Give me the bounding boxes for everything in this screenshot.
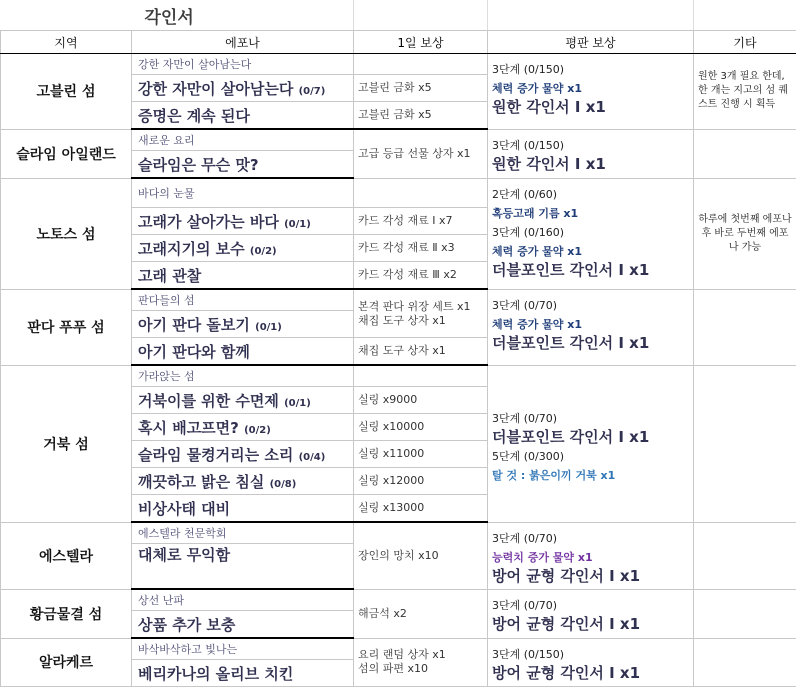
- epona-name: 슬라임은 무슨 맛?: [132, 151, 354, 179]
- table-row: [1, 54, 796, 75]
- header-row: [1, 31, 796, 54]
- daily-reward: 실링 x13000: [354, 495, 488, 523]
- reputation-alakere: 3단계 (0/150) 방어 균형 각인서 Ⅰ x1: [488, 638, 694, 687]
- epona-name: 강한 자만이 살아남는다 (0/7): [132, 75, 354, 102]
- reputation-notos: 2단계 (0/60) 혹등고래 기름 x1 3단계 (0/160) 체력 증가 물약 x1 더블포인트 각인서 Ⅰ x1: [488, 178, 694, 289]
- epona-name: 혹시 배고프면? (0/2): [132, 414, 354, 441]
- daily-reward: 고블린 금화 x5: [354, 102, 488, 130]
- table-row: [1, 289, 796, 311]
- region-panda: 판다 푸푸 섬: [1, 289, 132, 365]
- daily-reward: 본격 판다 위장 세트 x1 채집 도구 상자 x1: [354, 289, 488, 338]
- table-row: [1, 638, 796, 660]
- epona-name: 고래가 살아가는 바다 (0/1): [132, 208, 354, 235]
- table-row: [1, 365, 796, 387]
- table-row: [1, 178, 796, 208]
- region-goblin: 고블린 섬: [1, 54, 132, 130]
- region-estella: 에스텔라: [1, 522, 132, 589]
- table-row: [1, 589, 796, 611]
- epona-name: 아기 판다 돌보기 (0/1): [132, 311, 354, 338]
- epona-name: 상품 추가 보충: [132, 611, 354, 639]
- group-label: 판다들의 섬: [132, 289, 354, 311]
- reputation-turtle: 3단계 (0/70) 더블포인트 각인서 Ⅰ x1 5단계 (0/300) 탈 것 : 붉은이끼 거북 x1: [488, 365, 694, 522]
- header-daily: 1일 보상: [354, 31, 488, 54]
- region-alakere: 알라케르: [1, 638, 132, 687]
- title-row: [1, 0, 796, 31]
- daily-reward: 채집 도구 상자 x1: [354, 338, 488, 366]
- region-slime: 슬라임 아일랜드: [1, 129, 132, 178]
- region-turtle: 거북 섬: [1, 365, 132, 522]
- daily-reward: 카드 각성 재료 Ⅱ x3: [354, 235, 488, 262]
- header-region: 지역: [1, 31, 132, 54]
- group-label: 에스텔라 천문학회: [132, 522, 354, 544]
- group-label: 강한 자만이 살아남는다: [132, 54, 354, 75]
- etc-notos: 하루에 첫번째 에포나 후 바로 두번째 에포나 가능: [694, 178, 796, 289]
- group-label: 바다의 눈물: [132, 178, 354, 208]
- etc-goblin: 원한 3개 필요 한데, 한 개는 지고의 섬 퀘스트 진행 시 획득: [694, 54, 796, 130]
- epona-name: 증명은 계속 된다: [132, 102, 354, 130]
- daily-reward: 실링 x10000: [354, 414, 488, 441]
- group-label: 가라앉는 섬: [132, 365, 354, 387]
- daily-reward: 고블린 금화 x5: [354, 75, 488, 102]
- daily-reward: 카드 각성 재료 Ⅰ x7: [354, 208, 488, 235]
- daily-reward: 카드 각성 재료 Ⅲ x2: [354, 262, 488, 290]
- region-golden: 황금물결 섬: [1, 589, 132, 638]
- daily-reward: 요리 랜덤 상자 x1 섬의 파편 x10: [354, 638, 488, 687]
- header-etc: 기타: [694, 31, 796, 54]
- daily-reward: 해금석 x2: [354, 589, 488, 638]
- daily-reward: 실링 x9000: [354, 387, 488, 414]
- table-row: [1, 129, 796, 151]
- epona-name: 아기 판다와 함께: [132, 338, 354, 366]
- group-label: 상선 난파: [132, 589, 354, 611]
- epona-name: 거북이를 위한 수면제 (0/1): [132, 387, 354, 414]
- region-notos: 노토스 섬: [1, 178, 132, 289]
- daily-reward: 고급 등급 선물 상자 x1: [354, 129, 488, 178]
- epona-name: 깨끗하고 밝은 침실 (0/8): [132, 468, 354, 495]
- epona-name: 비상사태 대비: [132, 495, 354, 523]
- epona-name: 대체로 무익함: [132, 544, 354, 590]
- page-title: 각인서: [1, 0, 354, 31]
- reputation-estella: 3단계 (0/70) 능력치 증가 물약 x1 방어 균형 각인서 Ⅰ x1: [488, 522, 694, 589]
- header-epona: 에포나: [132, 31, 354, 54]
- table-row: [1, 522, 796, 544]
- epona-name: 고래지기의 보수 (0/2): [132, 235, 354, 262]
- daily-reward: 장인의 망치 x10: [354, 522, 488, 589]
- reputation-golden: 3단계 (0/70) 방어 균형 각인서 Ⅰ x1: [488, 589, 694, 638]
- epona-name: 슬라임 물켱거리는 소리 (0/4): [132, 441, 354, 468]
- reputation-goblin: 3단계 (0/150) 체력 증가 물약 x1 원한 각인서 Ⅰ x1: [488, 54, 694, 130]
- reputation-slime: 3단계 (0/150) 원한 각인서 Ⅰ x1: [488, 129, 694, 178]
- header-reputation: 평판 보상: [488, 31, 694, 54]
- epona-name: 고래 관찰: [132, 262, 354, 290]
- daily-reward: 실링 x12000: [354, 468, 488, 495]
- group-label: 바삭바삭하고 빛나는: [132, 638, 354, 660]
- group-label: 새로운 요리: [132, 129, 354, 151]
- daily-reward: 실링 x11000: [354, 441, 488, 468]
- reputation-panda: 3단계 (0/70) 체력 증가 물약 x1 더블포인트 각인서 Ⅰ x1: [488, 289, 694, 365]
- epona-name: 베리카나의 올리브 치킨: [132, 660, 354, 687]
